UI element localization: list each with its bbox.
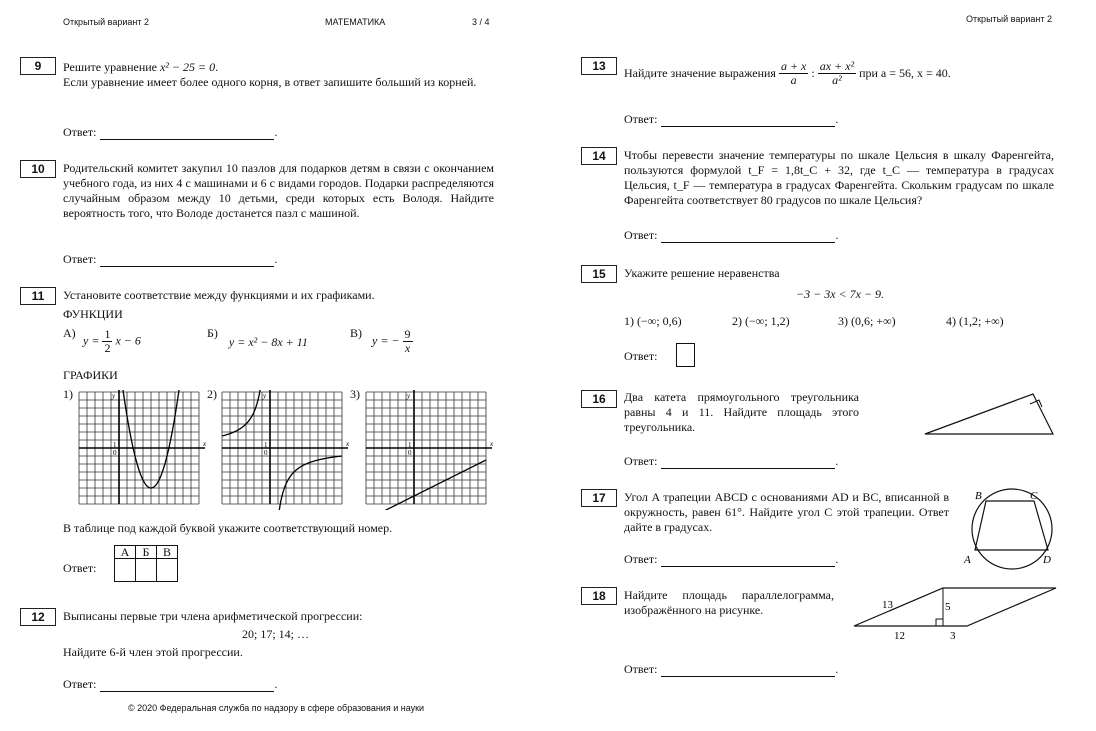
label-height-5: 5 [945, 601, 951, 613]
answer-18-field[interactable] [661, 664, 835, 677]
label-base-12: 12 [894, 630, 905, 642]
answer-label: Ответ: [624, 552, 658, 566]
q13-frac2-den: a² [832, 73, 842, 87]
q15-inequality: −3 − 3x < 7x − 9. [796, 287, 885, 301]
q15-option-4[interactable]: 4) (1,2; +∞) [946, 314, 1004, 328]
graph-3 [362, 390, 497, 510]
graph-3-label: 3) [350, 387, 360, 401]
answer-label: Ответ: [63, 561, 97, 575]
answer-18: Ответ: . [624, 662, 839, 676]
q12-task: Найдите 6-й член этой прогрессии. [63, 645, 243, 659]
question-18-text: Найдите площадь параллелограмма, изображённого на рисунке. [624, 588, 834, 617]
answer-12: Ответ: . [63, 677, 278, 691]
answer-label: Ответ: [624, 349, 658, 363]
question-number-10: 10 [20, 160, 56, 178]
q13-frac1-num: a + x [780, 59, 807, 73]
function-a-label: А) [63, 326, 76, 340]
graph-2-label: 2) [207, 387, 217, 401]
answer-label: Ответ: [63, 125, 97, 139]
question-number-17: 17 [581, 489, 617, 507]
parallelogram-figure [850, 582, 1060, 642]
question-number-11: 11 [20, 287, 56, 305]
functions-label: ФУНКЦИИ [63, 307, 123, 321]
label-a: A [964, 554, 971, 566]
q13-colon: : [811, 66, 815, 80]
table-header-c: В [157, 546, 178, 559]
graphs-label: ГРАФИКИ [63, 368, 118, 382]
q15-option-3[interactable]: 3) (0,6; +∞) [838, 314, 896, 328]
answer-cell-b[interactable] [136, 559, 157, 582]
header-right-variant: Открытый вариант 2 [966, 14, 1052, 24]
answer-17-field[interactable] [661, 554, 835, 567]
answer-11-label [63, 561, 96, 576]
function-curve [222, 390, 260, 436]
answer-17: Ответ: . [624, 552, 839, 566]
y-axis-label: y [112, 392, 116, 400]
function-c-label: В) [350, 326, 362, 340]
question-9: Решите уравнение x² − 25 = 0. Если уравнение имеет более одного корня, в ответ запишите больший из корней. [63, 60, 494, 90]
function-a-suffix: x − 6 [115, 333, 141, 348]
x-axis-label: x [490, 440, 494, 448]
q9-pre: Решите уравнение [63, 60, 160, 74]
trapezoid-circle-figure [960, 486, 1060, 576]
answer-cell-c[interactable] [157, 559, 178, 582]
y-axis-label: y [407, 392, 411, 400]
answer-14-field[interactable] [661, 230, 835, 243]
tick-label-zero: 0 [408, 449, 412, 457]
answer-11-table [114, 545, 178, 582]
answer-12-field[interactable] [100, 679, 274, 692]
q12-sequence: 20; 17; 14; … [242, 627, 310, 641]
graph-1-label: 1) [63, 387, 73, 401]
q9-instruction: Если уравнение имеет более одного корня, в ответ запишите больший из корней. [63, 75, 477, 89]
right-triangle-figure [920, 390, 1060, 440]
question-13 [624, 60, 951, 87]
answer-10-field[interactable] [100, 254, 274, 267]
label-d: D [1043, 554, 1051, 566]
x-axis-label: x [203, 440, 207, 448]
tick-label-one: 1 [264, 441, 268, 449]
answer-label: Ответ: [63, 677, 97, 691]
answer-10: Ответ: . [63, 252, 278, 266]
table-instruction: В таблице под каждой буквой укажите соответствующий номер. [63, 521, 393, 535]
function-a-den: 2 [104, 341, 111, 355]
label-c: C [1030, 490, 1038, 502]
function-c-prefix: y = − [372, 333, 400, 348]
graph-1 [75, 390, 210, 510]
tick-label-zero: 0 [113, 449, 117, 457]
label-side-13: 13 [882, 599, 893, 611]
graph-2 [218, 390, 353, 510]
answer-label: Ответ: [624, 662, 658, 676]
question-15-text: Укажите решение неравенства [624, 266, 780, 280]
table-header-a: А [115, 546, 136, 559]
question-number-13: 13 [581, 57, 617, 75]
q15-option-1[interactable]: 1) (−∞; 0,6) [624, 314, 682, 328]
question-17-text: Угол A трапеции ABCD с основаниями AD и BC, вписанной в окружность, равен 61°. Найдите угол C этой трапеции. Ответ дайте в градусах. [624, 490, 949, 534]
footer-copyright: © 2020 Федеральная служба по надзору в сфере образования и науки [128, 703, 425, 713]
question-number-15: 15 [581, 265, 617, 283]
answer-16-field[interactable] [661, 456, 835, 469]
answer-14: Ответ: . [624, 228, 839, 242]
function-b-label: Б) [207, 326, 218, 340]
table-header-b: Б [136, 546, 157, 559]
answer-13-field[interactable] [661, 114, 835, 127]
y-axis-label: y [263, 392, 267, 400]
answer-16: Ответ: . [624, 454, 839, 468]
question-16-text: Два катета прямоугольного треугольника равны 4 и 11. Найдите площадь этого треугольника. [624, 390, 859, 434]
answer-9-field[interactable] [100, 127, 274, 140]
tick-label-one: 1 [408, 441, 412, 449]
label-segment-3: 3 [950, 630, 956, 642]
answer-label: Ответ: [624, 112, 658, 126]
answer-cell-a[interactable] [115, 559, 136, 582]
answer-13: Ответ: . [624, 112, 839, 126]
question-number-12: 12 [20, 608, 56, 626]
label-b: B [975, 490, 982, 502]
q13-post: при a = 56, x = 40. [859, 66, 951, 80]
question-11-text: Установите соответствие между функциями и их графиками. [63, 288, 375, 302]
answer-15-box[interactable] [676, 343, 695, 367]
answer-label: Ответ: [624, 228, 658, 242]
question-number-14: 14 [581, 147, 617, 165]
q13-frac2-num: ax + x² [819, 59, 855, 73]
x-axis-label: x [346, 440, 350, 448]
function-c-den: x [404, 341, 411, 355]
answer-label: Ответ: [624, 454, 658, 468]
answer-9: Ответ: . [63, 125, 278, 139]
answer-label: Ответ: [63, 252, 97, 266]
q13-pre: Найдите значение выражения [624, 66, 776, 80]
tick-label-one: 1 [113, 441, 117, 449]
q13-frac1-den: a [790, 73, 797, 87]
question-number-16: 16 [581, 390, 617, 408]
tick-label-zero: 0 [264, 449, 268, 457]
question-12-text: Выписаны первые три члена арифметической прогрессии: [63, 609, 363, 623]
question-number-18: 18 [581, 587, 617, 605]
header-subject: МАТЕМАТИКА [325, 17, 386, 27]
function-c-num: 9 [404, 327, 411, 341]
function-b-formula: y = x² − 8x + 11 [228, 335, 308, 349]
q9-equation: x² − 25 = 0 [159, 60, 216, 74]
question-14-text: Чтобы перевести значение температуры по шкале Цельсия в шкалу Фаренгейта, пользуются формулой t_F = 1,8t_C + 32, где t_C — температура в градусах Цельсия, t_F — температура в градусах Фаренгейта. Скольким градусам по шкале Фаренгейта соответствует 80 градусов по шкале Цельсия? [624, 148, 1054, 207]
header-left-variant: Открытый вариант 2 [63, 17, 149, 27]
question-number-9: 9 [20, 57, 56, 75]
answer-15-label [624, 349, 657, 364]
question-10-text: Родительский комитет закупил 10 пазлов для подарков детям в связи с окончанием учебного года, из них 4 с машинами и 6 с видами городов. Подарки распределяются случайным образом между 10 детьми, среди которых есть Володя. Найдите вероятность того, что Володе достанется пазл с машиной. [63, 161, 494, 220]
function-a-num: 1 [104, 327, 111, 341]
function-b [207, 326, 308, 349]
header-page: 3 / 4 [472, 17, 490, 27]
function-a-prefix: y = [83, 333, 100, 348]
q15-option-2[interactable]: 2) (−∞; 1,2) [732, 314, 790, 328]
